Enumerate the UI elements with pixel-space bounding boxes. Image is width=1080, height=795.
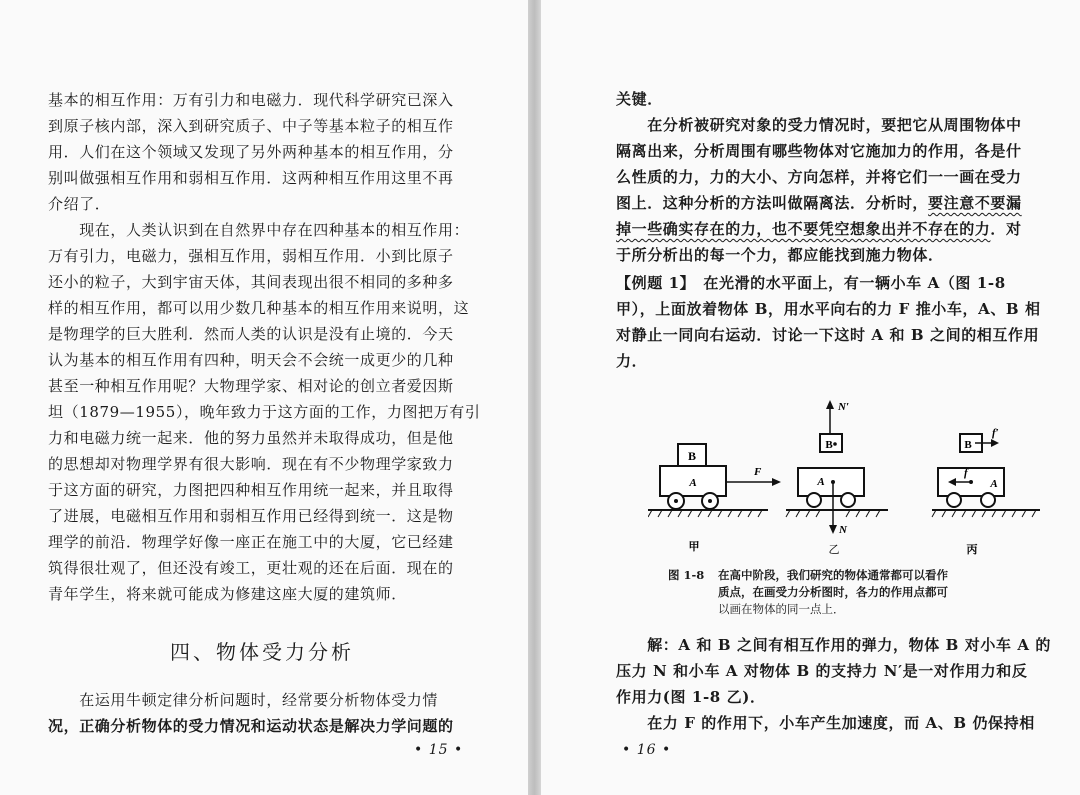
text-line: 基本的相互作用：万有引力和电磁力．现代科学研究已深入	[48, 91, 454, 109]
solution-line: 作用力(图 1-8 乙)．	[616, 688, 766, 706]
text-line: 掉一些确实存在的力，也不要凭空想象出并不存在的力．对	[616, 220, 1022, 238]
text-line: 是物理学的巨大胜利．然而人类的认识是没有止境的．今天	[48, 325, 454, 343]
section-heading: 四、物体受力分析	[170, 640, 354, 664]
figure-caption: 图 1-8 在高中阶段，我们研究的物体通常都可以看作 质点，在画受力分析图时，各力的作用点都可 以画在物体的同一点上．	[668, 568, 948, 616]
emphasis-wavy: 要注意不要漏	[928, 194, 1022, 212]
text-line: 在分析被研究对象的受力情况时，要把它从周围物体中	[616, 116, 1022, 134]
text-line: 图上．这种分析的方法叫做隔离法．分析时，要注意不要漏	[616, 194, 1022, 212]
example-line: 对静止一同向右运动．讨论一下这时 A 和 B 之间的相互作用	[616, 326, 1040, 344]
text-line: 青年学生，将来就可能成为修建这座大厦的建筑师．	[48, 585, 407, 603]
text-line: 于这方面的研究，力图把四种相互作用统一起来，并且取得	[48, 481, 454, 499]
svg-text:A: A	[689, 477, 697, 489]
right-body-text	[616, 86, 1046, 374]
text-line: 样的相互作用，都可以用少数几种基本的相互作用来说明，这	[48, 299, 470, 317]
panel-yi	[786, 400, 888, 536]
svg-text:f′: f′	[992, 427, 999, 439]
figure-1-8	[648, 396, 1048, 564]
text-line: 万有引力，电磁力，强相互作用，弱相互作用．小到比原子	[48, 247, 454, 265]
svg-text:B: B	[687, 449, 697, 463]
book-gutter	[528, 0, 541, 795]
example-line: 【例题 1】 在光滑的水平面上，有一辆小车 A（图 1-8	[616, 274, 1006, 292]
panel-jia	[648, 444, 781, 517]
panel-label-jia: 甲	[688, 540, 700, 553]
left-bottom-text	[48, 687, 478, 739]
text-line: 用．人们在这个领域又发现了另外两种基本的相互作用，分	[48, 143, 454, 161]
text-line: 了进展，电磁相互作用和弱相互作用已经得到统一．这是物	[48, 507, 454, 525]
example-line: 甲），上面放着物体 B，用水平向右的力 F 推小车，A、B 相	[616, 300, 1041, 318]
svg-text:F: F	[754, 466, 762, 478]
text-line: 认为基本的相互作用有四种，明天会不会统一成更少的几种	[48, 351, 454, 369]
svg-text:B: B	[964, 439, 972, 451]
example-line: 力．	[616, 352, 648, 370]
panel-bing	[932, 427, 1040, 517]
text-line: 于所分析出的每一个力，都应能找到施力物体．	[616, 246, 944, 264]
solution-line: 压力 N 和小车 A 对物体 B 的支持力 N′是一对作用力和反	[616, 662, 1028, 680]
text-line: 么性质的力，力的大小、方向怎样，并将它们一一画在受力	[616, 168, 1022, 186]
page-number-right: • 16 •	[622, 742, 672, 758]
svg-text:N: N	[839, 524, 847, 536]
svg-text:f: f	[964, 467, 968, 479]
text-line: 隔离出来，分析周围有哪些物体对它施加力的作用，各是什	[616, 142, 1022, 160]
text-line: 别叫做强相互作用和弱相互作用．这两种相互作用这里不再	[48, 169, 454, 187]
solution-text	[616, 632, 1051, 736]
page-number-left: • 15 •	[414, 742, 464, 758]
text-line: 理学的前沿．物理学好像一座正在施工中的大厦，它已经建	[48, 533, 454, 551]
text-line: 筑得很壮观了，但还没有竣工，更壮观的还在后面．现在的	[48, 559, 454, 577]
text-line: 介绍了．	[48, 195, 111, 213]
panel-label-bing: 丙	[966, 543, 978, 556]
text-line: 到原子核内部，深入到研究质子、中子等基本粒子的相互作	[48, 117, 454, 135]
svg-text:B: B	[825, 439, 833, 451]
panel-label-yi: 乙	[828, 543, 840, 556]
svg-text:N′: N′	[838, 401, 850, 413]
solution-label: 解：	[647, 636, 679, 654]
left-body-text	[48, 87, 481, 607]
text-line: 现在，人类认识到在自然界中存在四种基本的相互作用：	[48, 221, 470, 239]
text-line: 力和电磁力统一起来．他的努力虽然并未取得成功，但是他	[48, 429, 454, 447]
emphasis-wavy: 掉一些确实存在的力，也不要凭空想象出并不存在的力	[616, 220, 991, 238]
example-label: 【例题 1】	[616, 274, 688, 292]
text-line: 的思想却对物理学界有很大影响．现在有不少物理学家致力	[48, 455, 454, 473]
solution-line: 解：A 和 B 之间有相互作用的弹力，物体 B 对小车 A 的	[647, 636, 1051, 654]
svg-text:A: A	[990, 478, 998, 490]
svg-text:A: A	[817, 476, 825, 488]
caption-number: 图 1-8	[668, 568, 705, 582]
solution-line: 在力 F 的作用下，小车产生加速度，而 A、B 仍保持相	[616, 714, 1035, 732]
term-isolation-method: 隔离法	[803, 194, 851, 212]
text-line: 还小的粒子，大到宇宙天体，其间表现出很不相同的多种多	[48, 273, 454, 291]
term-force-source: 施力物体	[865, 246, 929, 264]
text-line: 在运用牛顿定律分析问题时，经常要分析物体受力情	[48, 691, 439, 709]
text-line: 甚至一种相互作用呢？大物理学家、相对论的创立者爱因斯	[48, 377, 454, 395]
text-line: 关键．	[616, 90, 663, 108]
text-line: 坦（1879—1955），晚年致力于这方面的工作，力图把万有引	[48, 403, 481, 421]
text-line: 况，正确分析物体的受力情况和运动状态是解决力学问题的	[48, 717, 454, 735]
